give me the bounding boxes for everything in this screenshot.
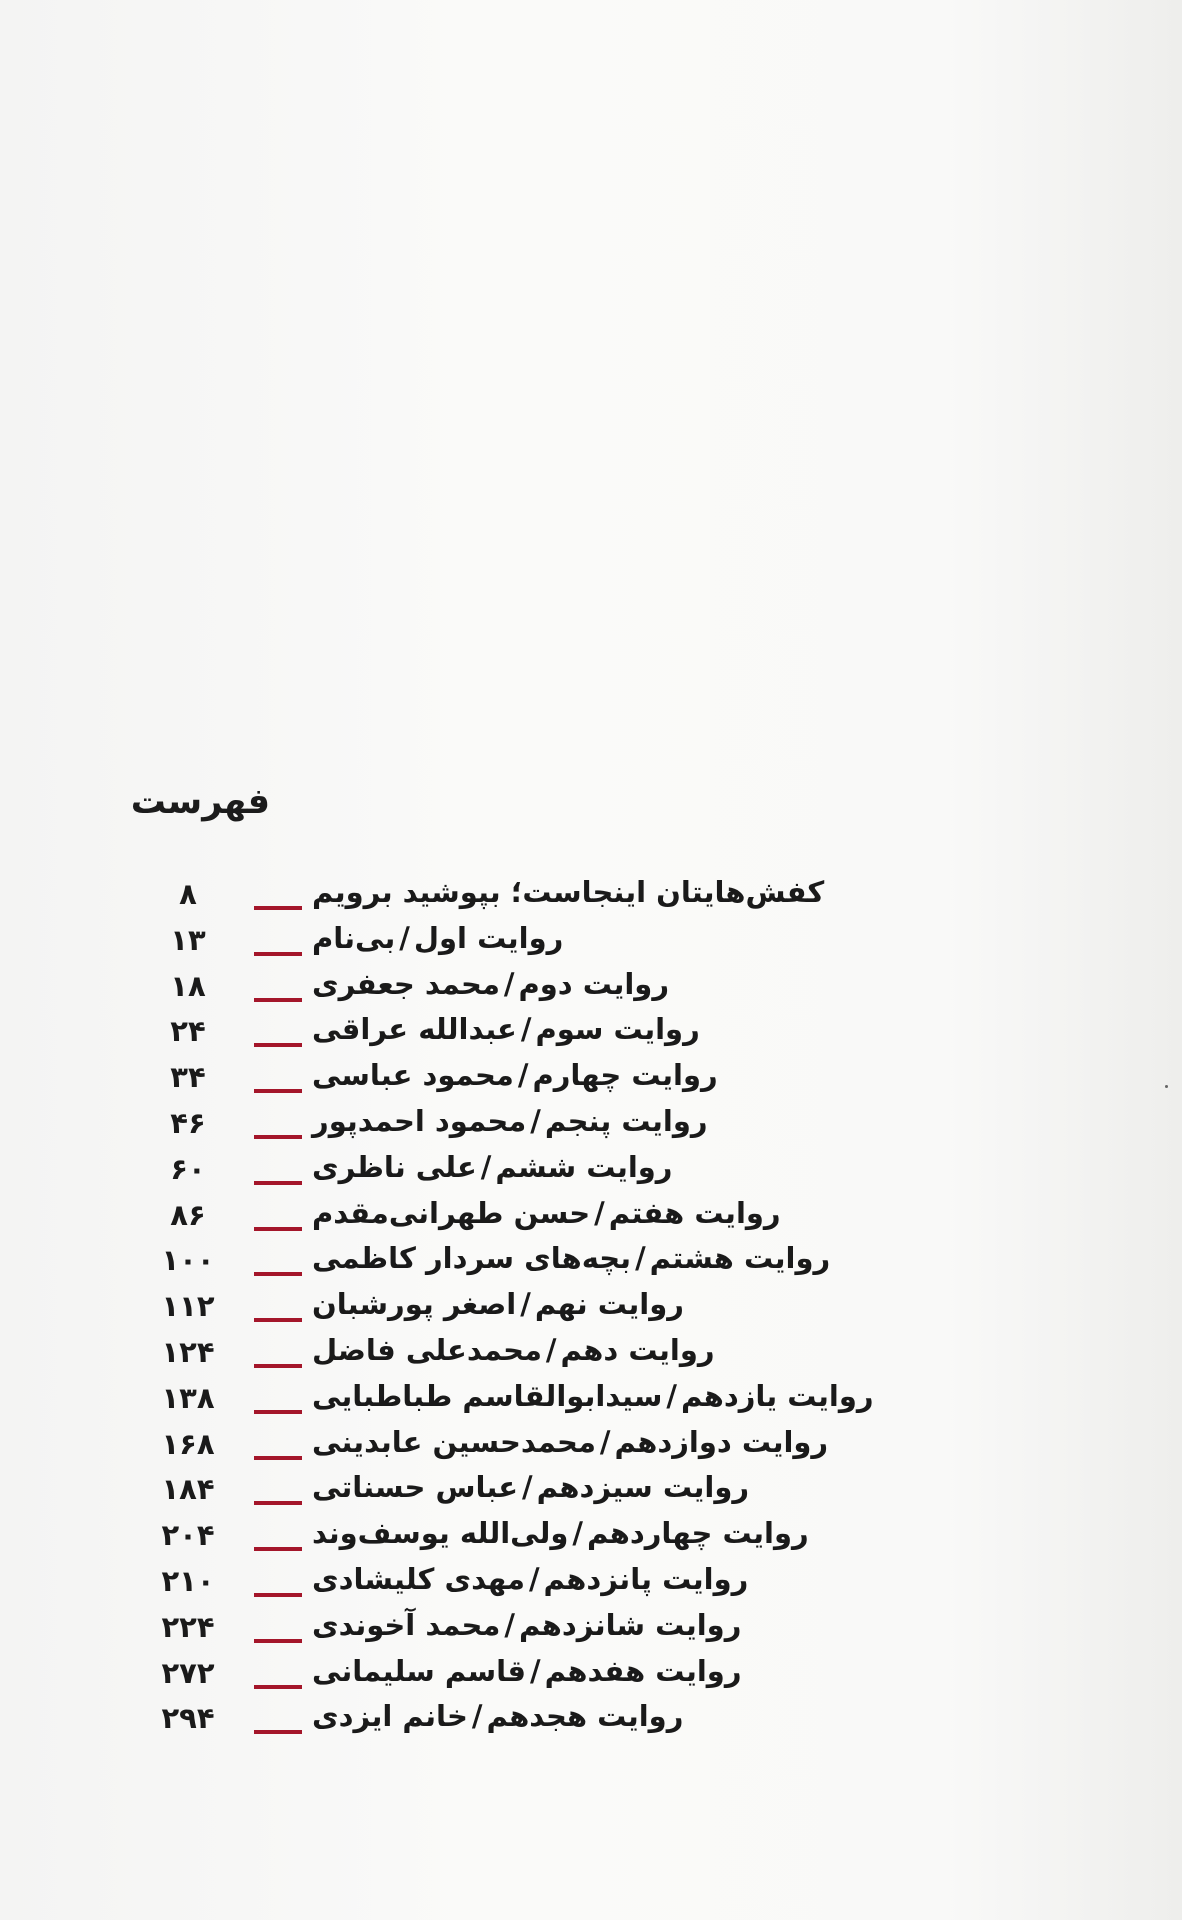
toc-separator: / [471, 1699, 483, 1734]
toc-entry-text [312, 1333, 715, 1367]
toc-leader-dash [254, 1593, 302, 1597]
toc-leader-dash [254, 1547, 302, 1551]
toc-entry-person: محمود احمدپور [312, 1103, 527, 1138]
toc-entry-text [312, 1562, 748, 1596]
toc-page-number: ۱۸ [170, 968, 206, 1003]
toc-entry-label: روایت پنجم [544, 1103, 708, 1138]
toc-leader-dash [254, 1364, 302, 1368]
toc-separator: / [635, 1241, 646, 1276]
toc-leader-dash [254, 1730, 302, 1734]
toc-entry-label: روایت یازدهم [680, 1378, 874, 1413]
toc-entry-person: محمود عباسی [312, 1058, 514, 1093]
toc-entry-label: روایت شانزدهم [518, 1607, 742, 1642]
toc-entry [0, 1239, 1182, 1285]
toc-list [0, 873, 1182, 1743]
toc-entry-label: روایت سوم [535, 1012, 700, 1047]
toc-entry-label: روایت دوم [518, 966, 670, 1001]
toc-separator: / [480, 1149, 492, 1184]
toc-entry-person: بی‌نام [312, 920, 396, 955]
toc-entry-label: روایت سیزدهم [536, 1470, 750, 1505]
toc-entry [0, 1652, 1182, 1698]
toc-entry-label: کفش‌هایتان اینجاست؛ بپوشید برویم [312, 875, 825, 909]
toc-entry [0, 1056, 1182, 1102]
toc-entry [0, 1331, 1182, 1377]
toc-entry-label: روایت هفتم [608, 1195, 781, 1230]
toc-entry-text [312, 1699, 683, 1733]
toc-leader-dash [254, 998, 302, 1002]
toc-entry-label: روایت هجدهم [486, 1699, 684, 1734]
toc-entry-person: عبدالله عراقی [312, 1012, 517, 1047]
toc-entry-person: اصغر پورشبان [312, 1287, 517, 1322]
toc-page-number: ۲۲۴ [161, 1609, 215, 1644]
toc-entry [0, 1010, 1182, 1056]
toc-entry [0, 873, 1182, 919]
toc-entry-person: قاسم سلیمانی [312, 1653, 526, 1688]
toc-entry [0, 1377, 1182, 1423]
toc-entry [0, 1285, 1182, 1331]
toc-entry-label: روایت چهاردهم [587, 1516, 809, 1551]
toc-entry-person: مهدی کلیشادی [312, 1561, 525, 1596]
toc-page-number: ۸ [179, 877, 197, 911]
toc-entry-text [312, 1425, 828, 1459]
toc-page-number: ۱۲۴ [161, 1334, 215, 1369]
toc-page-number: ۳۴ [170, 1060, 206, 1095]
toc-page-number: ۸۶ [170, 1197, 206, 1232]
toc-separator: / [520, 1012, 532, 1047]
toc-entry [0, 1148, 1182, 1194]
toc-page-number: ۶۰ [170, 1151, 206, 1186]
toc-page-number: ۱۱۲ [161, 1289, 215, 1324]
toc-entry-text [312, 1654, 742, 1688]
toc-entry [0, 919, 1182, 965]
toc-entry-label: روایت دوازدهم [614, 1424, 829, 1459]
toc-separator: / [517, 1058, 529, 1093]
toc-entry-label: روایت دهم [560, 1332, 715, 1367]
toc-page-number: ۲۱۰ [161, 1563, 215, 1598]
toc-entry [0, 1514, 1182, 1560]
toc-page-number: ۱۳۸ [161, 1380, 215, 1415]
toc-leader-dash [254, 1685, 302, 1689]
toc-entry [0, 965, 1182, 1011]
toc-entry [0, 1423, 1182, 1469]
toc-entry-text [312, 1012, 700, 1046]
toc-entry [0, 1468, 1182, 1514]
toc-entry-person: حسن طهرانی‌مقدم [312, 1195, 591, 1230]
toc-entry-person: خانم ایزدی [312, 1699, 468, 1734]
toc-entry-person: محمدحسین عابدینی [312, 1424, 596, 1459]
toc-entry-text [312, 1104, 708, 1138]
toc-entry-person: محمد جعفری [312, 966, 500, 1001]
toc-entry [0, 1606, 1182, 1652]
toc-leader-dash [254, 1043, 302, 1047]
toc-page-number: ۲۴ [170, 1014, 206, 1049]
toc-separator: / [520, 1287, 531, 1322]
toc-entry-person: علی ناظری [312, 1149, 477, 1184]
toc-entry-text [312, 1516, 809, 1550]
toc-entry-text [312, 921, 563, 955]
toc-entry-label: روایت پانزدهم [543, 1561, 749, 1596]
toc-entry-person: عباس حسناتی [312, 1470, 519, 1505]
toc-entry-text [312, 1379, 874, 1413]
toc-leader-dash [254, 906, 302, 910]
toc-page-number: ۱۶۸ [161, 1426, 215, 1461]
toc-leader-dash [254, 1456, 302, 1460]
toc-leader-dash [254, 1227, 302, 1231]
toc-entry-person: سیدابوالقاسم طباطبایی [312, 1378, 663, 1413]
toc-separator: / [503, 966, 515, 1001]
paper-speck [1165, 1085, 1168, 1088]
toc-entry-label: روایت اول [413, 920, 564, 955]
toc-entry-person: محمدعلی فاضل [312, 1332, 542, 1367]
toc-entry-label: روایت هشتم [649, 1241, 831, 1276]
toc-entry-person: ولی‌الله یوسف‌وند [312, 1516, 569, 1551]
toc-leader-dash [254, 1318, 302, 1322]
toc-entry-text [312, 1470, 749, 1504]
toc-page-number: ۴۶ [170, 1105, 206, 1140]
toc-leader-dash [254, 1272, 302, 1276]
toc-entry-text [312, 875, 824, 909]
toc-entry-text [312, 1058, 718, 1092]
toc-separator: / [528, 1561, 540, 1596]
toc-entry-text [312, 1150, 673, 1184]
toc-separator: / [522, 1470, 533, 1505]
toc-leader-dash [254, 1089, 302, 1093]
toc-entry-person: بچه‌های سردار کاظمی [312, 1241, 632, 1276]
toc-entry-person: محمد آخوندی [312, 1607, 501, 1642]
toc-entry-label: روایت هفدهم [544, 1653, 742, 1688]
toc-separator: / [530, 1653, 541, 1688]
toc-separator: / [504, 1607, 515, 1642]
toc-entry-text [312, 1196, 781, 1230]
toc-separator: / [572, 1516, 583, 1551]
toc-entry-text [312, 1608, 741, 1642]
toc-entry-label: روایت ششم [495, 1149, 673, 1184]
toc-page-number: ۱۰۰ [161, 1243, 215, 1278]
toc-title: فهرست [130, 782, 270, 822]
toc-page-number: ۱۸۴ [161, 1472, 215, 1507]
toc-entry [0, 1194, 1182, 1240]
toc-leader-dash [254, 1639, 302, 1643]
toc-page-number: ۲۷۲ [161, 1655, 215, 1690]
toc-entry [0, 1560, 1182, 1606]
toc-page-number: ۲۹۴ [161, 1701, 215, 1736]
toc-leader-dash [254, 1501, 302, 1505]
toc-leader-dash [254, 1410, 302, 1414]
toc-separator: / [545, 1332, 557, 1367]
toc-entry-text [312, 1241, 830, 1275]
toc-separator: / [594, 1195, 605, 1230]
toc-separator: / [399, 920, 410, 955]
toc-entry-label: روایت چهارم [532, 1058, 718, 1093]
toc-entry [0, 1697, 1182, 1743]
toc-entry-text [312, 967, 669, 1001]
toc-leader-dash [254, 1135, 302, 1139]
toc-entry-text [312, 1287, 684, 1321]
toc-page-number: ۲۰۴ [161, 1518, 215, 1553]
toc-separator: / [666, 1378, 677, 1413]
toc-leader-dash [254, 952, 302, 956]
toc-separator: / [599, 1424, 611, 1459]
toc-entry-label: روایت نهم [534, 1287, 684, 1322]
toc-separator: / [530, 1103, 541, 1138]
toc-entry [0, 1102, 1182, 1148]
toc-leader-dash [254, 1181, 302, 1185]
toc-page-number: ۱۳ [170, 922, 206, 957]
